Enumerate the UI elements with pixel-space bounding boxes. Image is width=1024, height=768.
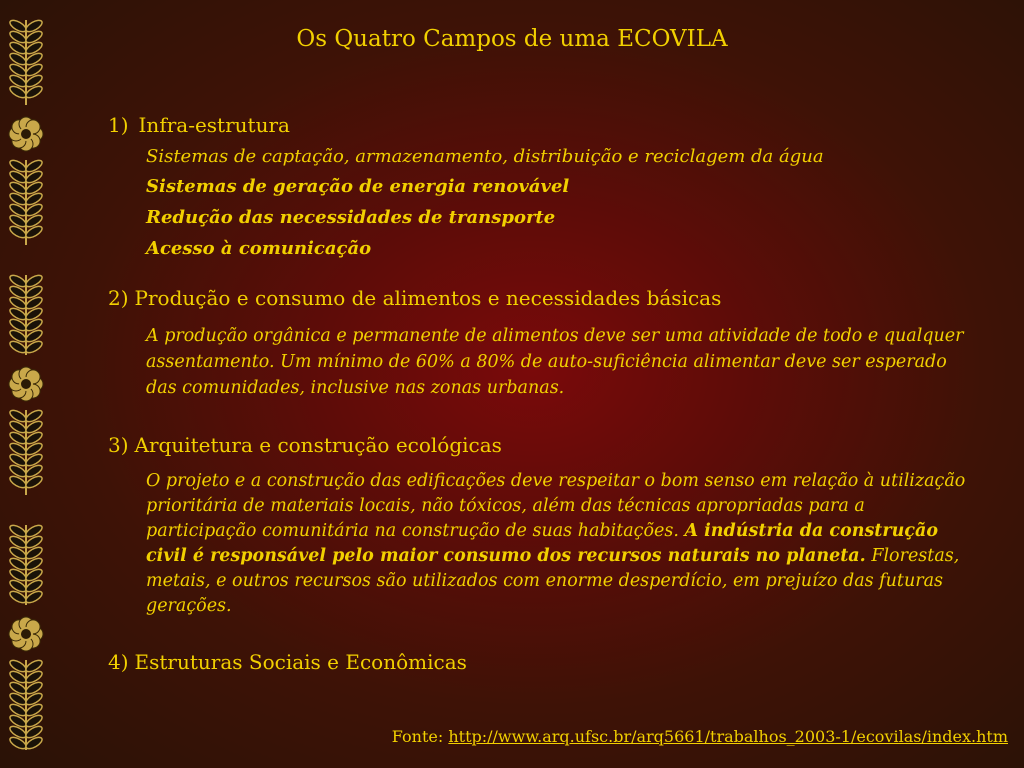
source-footer bbox=[392, 727, 1008, 746]
section-1-number: 1) bbox=[108, 113, 129, 137]
section-2-paragraph: A produção orgânica e permanente de alimentos deve ser uma atividade de todo e qualquer assentamento. Um mínimo de 60% a 80% de auto-suficiência alimentar deve ser esperado das comunidades, inclusive nas zonas urbanas. bbox=[146, 326, 964, 398]
section-3-paragraph-bold: A indústria da construção civil é responsável pelo maior consumo dos recursos naturais no planeta. bbox=[146, 521, 938, 566]
section-3-paragraph-start: O projeto e a construção das edificações deve respeitar o bom senso em relação à utilização prioritária de materiais locais, não tóxicos, além das técnicas apropriadas para a participação comunitária na construção de suas habitações. bbox=[146, 471, 966, 541]
section-2-heading bbox=[108, 286, 721, 310]
section-1-heading bbox=[108, 113, 290, 137]
section-1-item-2: Sistemas de geração de energia renovável bbox=[146, 176, 570, 197]
section-4-number: 4) bbox=[108, 650, 129, 674]
section-1-item-4: Acesso à comunicação bbox=[146, 238, 372, 259]
section-3-paragraph bbox=[146, 469, 968, 619]
section-1-title: Infra-estrutura bbox=[138, 113, 290, 137]
section-3-number: 3) bbox=[108, 433, 129, 457]
section-3-heading bbox=[108, 433, 502, 457]
section-3-title: Arquitetura e construção ecológicas bbox=[134, 433, 502, 457]
section-3-paragraph-end: Florestas, metais, e outros recursos são utilizados com enorme desperdício, em prejuízo das futuras gerações. bbox=[146, 546, 960, 616]
decorative-border bbox=[0, 0, 52, 768]
section-2-title: Produção e consumo de alimentos e necessidades básicas bbox=[134, 286, 722, 310]
section-4-title: Estruturas Sociais e Econômicas bbox=[134, 650, 467, 674]
floral-border-icon bbox=[0, 0, 52, 768]
section-1-item-1: Sistemas de captação, armazenamento, distribuição e reciclagem da água bbox=[146, 146, 824, 167]
section-1-item-3: Redução das necessidades de transporte bbox=[146, 207, 556, 228]
section-2-number: 2) bbox=[108, 286, 129, 310]
page-title: Os Quatro Campos de uma ECOVILA bbox=[296, 26, 728, 52]
section-4-heading bbox=[108, 650, 467, 674]
source-link[interactable]: http://www.arq.ufsc.br/arq5661/trabalhos_2003-1/ecovilas/index.htm bbox=[448, 727, 1008, 746]
source-label: Fonte: bbox=[391, 727, 444, 746]
